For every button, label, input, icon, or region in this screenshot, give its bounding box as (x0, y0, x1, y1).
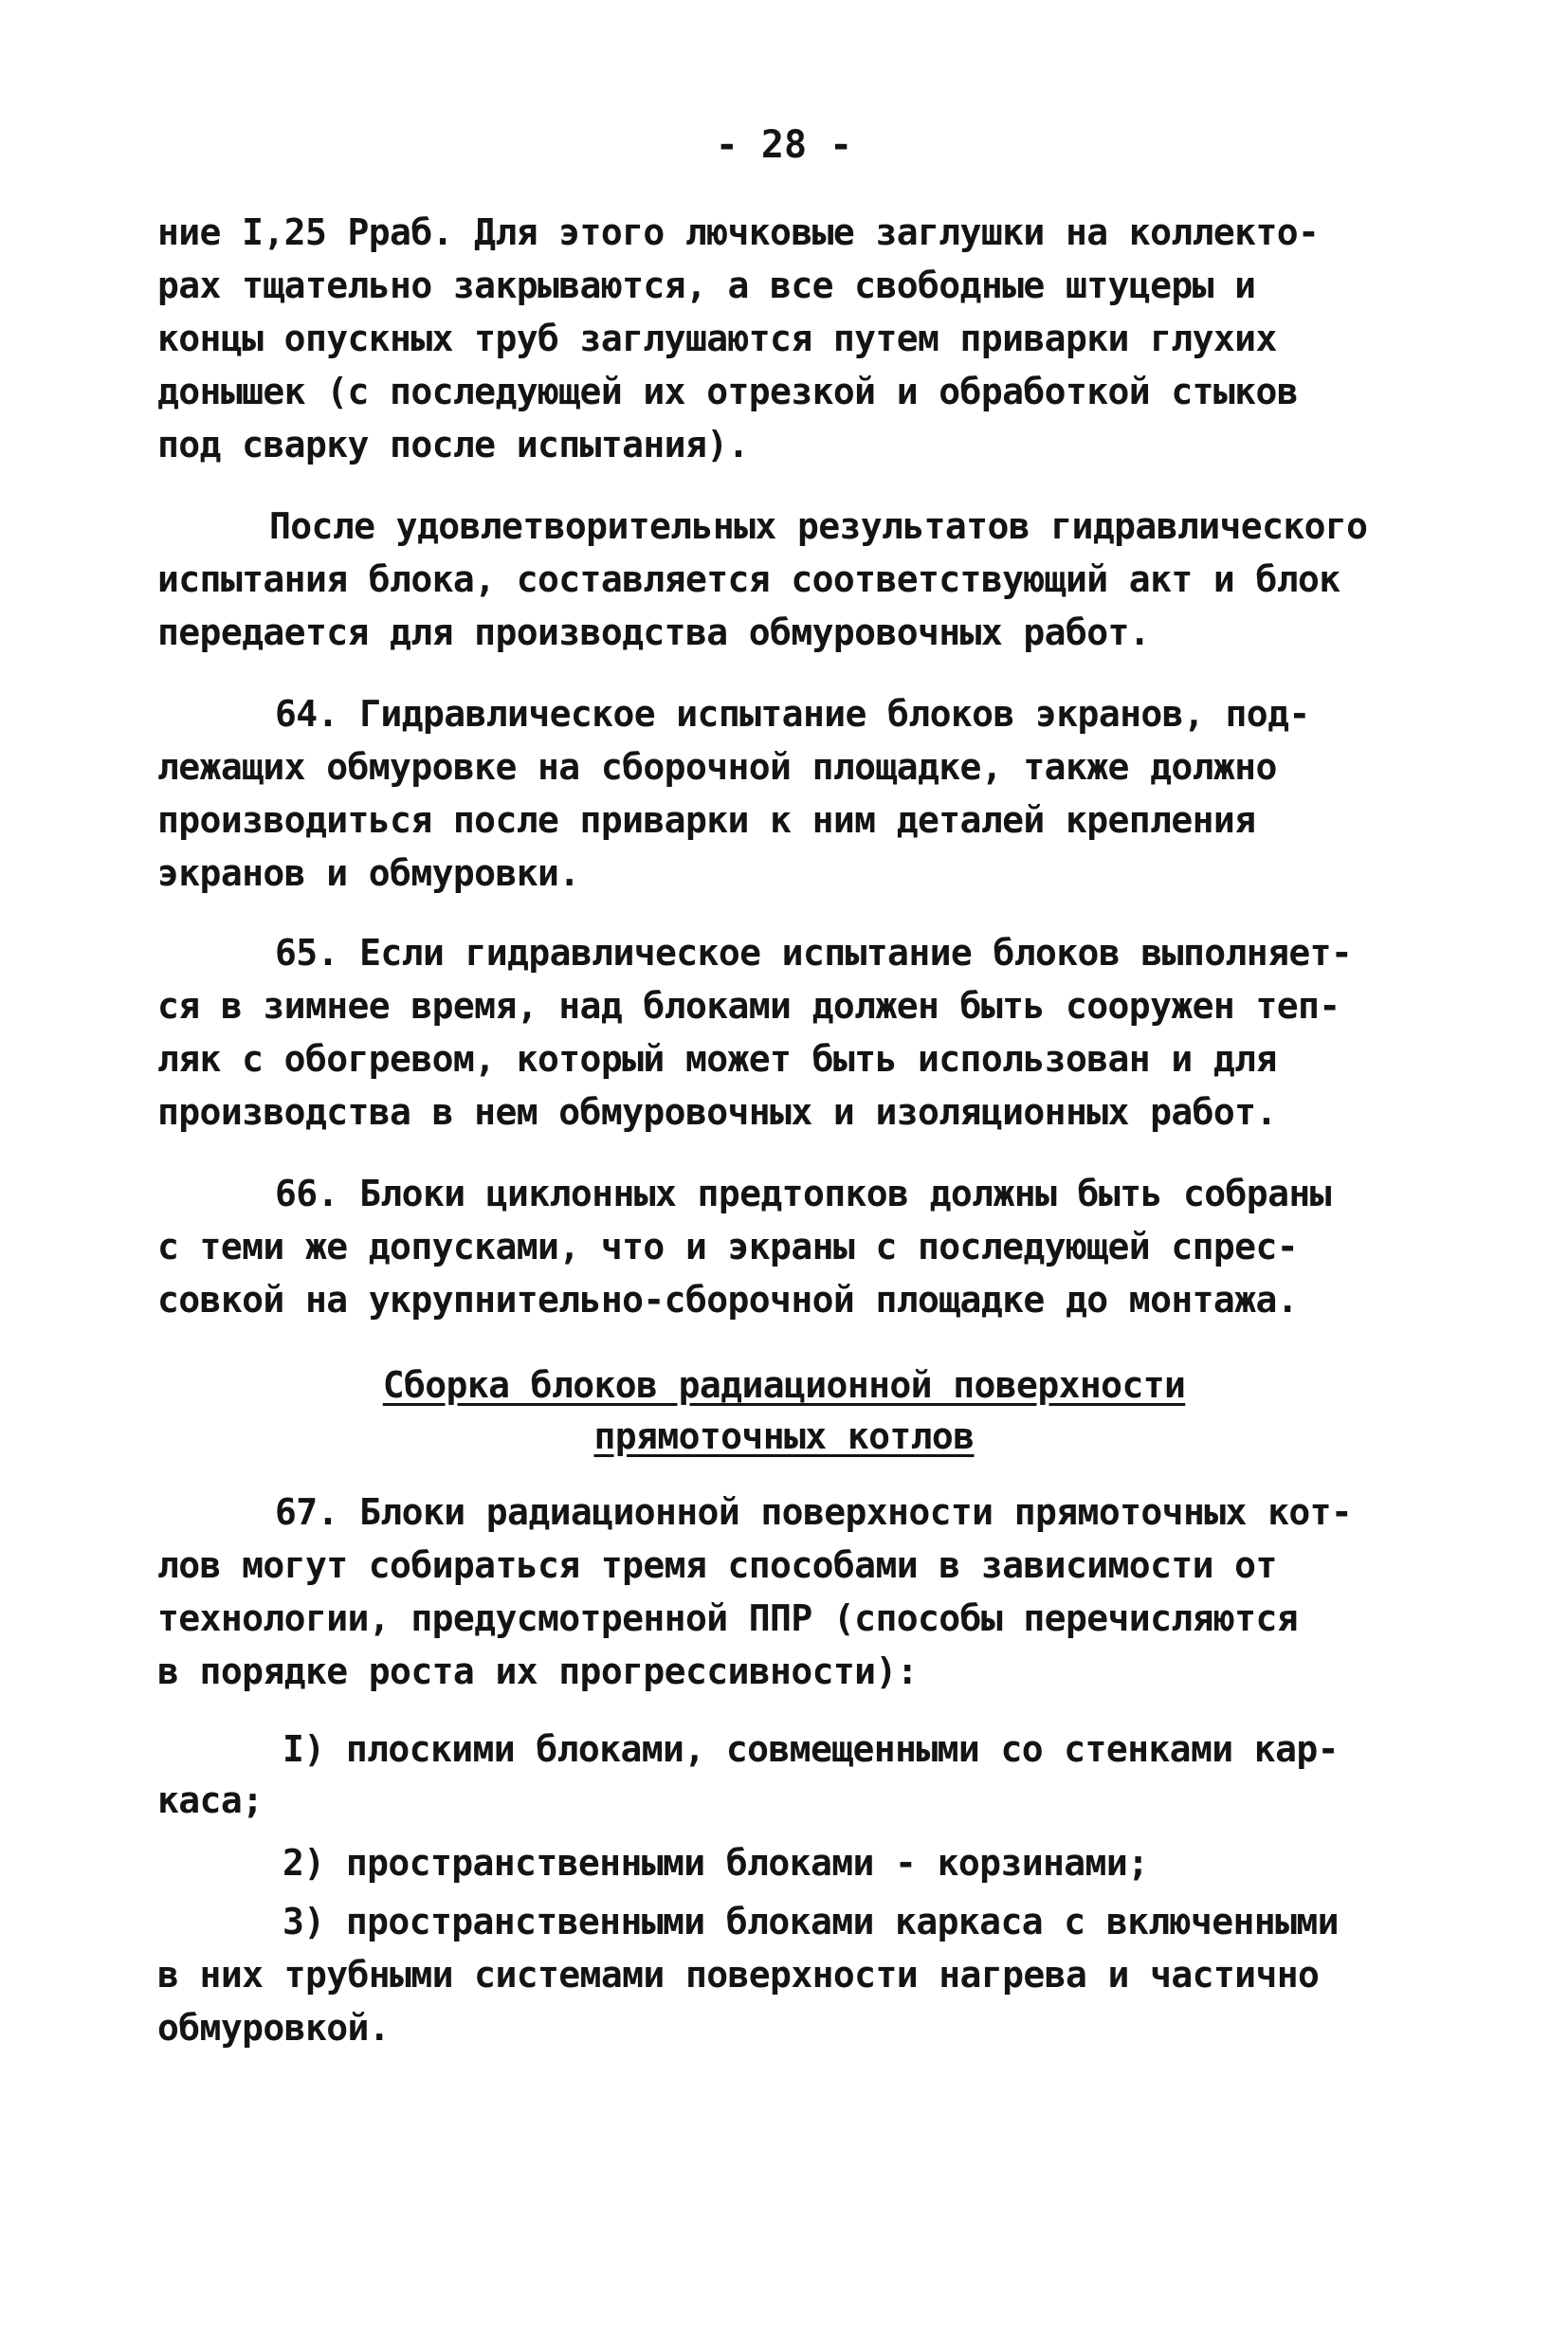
paragraph-line: технологии, предусмотренной ППР (способы перечисляются (157, 1597, 1299, 1639)
paragraph-line: совкой на укрупнительно-сборочной площадке до монтажа. (157, 1279, 1299, 1321)
paragraph-line: экранов и обмуровки. (157, 852, 580, 894)
paragraph-line: производства в нем обмуровочных и изоляционных работ. (157, 1091, 1277, 1133)
section-heading-line-1 (0, 1361, 1568, 1409)
paragraph-line: рах тщательно закрываются, а все свободные штуцеры и (157, 264, 1256, 306)
paragraph-line: с теми же допусками, что и экраны с последующей спрес- (157, 1226, 1299, 1267)
paragraph-line: передается для производства обмуровочных работ. (157, 611, 1151, 653)
paragraph-line: под сварку после испытания). (157, 424, 749, 465)
list-item-line: каса; (157, 1779, 264, 1821)
list-item-line: 2) пространственными блоками - корзинами; (283, 1842, 1149, 1884)
paragraph-line: испытания блока, составляется соответствующий акт и блок (157, 558, 1340, 600)
paragraph-line: лов могут собираться тремя способами в зависимости от (157, 1544, 1277, 1586)
page-number: - 28 - (715, 123, 853, 167)
paragraph-line: концы опускных труб заглушаются путем приварки глухих (157, 318, 1277, 359)
section-heading-text: прямоточных котлов (593, 1415, 975, 1457)
paragraph-line: лежащих обмуровке на сборочной площадке, также должно (157, 746, 1277, 788)
paragraph-line: 64. Гидравлическое испытание блоков экранов, под- (275, 693, 1310, 735)
section-heading-line-2 (0, 1413, 1568, 1460)
list-item-line: I) плоскими блоками, совмещенными со стенками кар- (283, 1728, 1339, 1770)
paragraph-line: производиться после приварки к ним деталей крепления (157, 799, 1256, 841)
list-item-line: 3) пространственными блоками каркаса с включенными (283, 1901, 1339, 1942)
list-item-line: обмуровкой. (157, 2007, 391, 2049)
list-item-line: в них трубными системами поверхности нагрева и частично (157, 1954, 1320, 1996)
paragraph-line: 65. Если гидравлическое испытание блоков выполняет- (275, 932, 1353, 974)
paragraph-line: в порядке роста их прогрессивности): (157, 1650, 919, 1692)
paragraph-line: ся в зимнее время, над блоками должен быть сооружен теп- (157, 985, 1340, 1027)
paragraph-line: 67. Блоки радиационной поверхности прямоточных кот- (275, 1491, 1353, 1533)
paragraph-line: донышек (с последующей их отрезкой и обработкой стыков (157, 371, 1299, 412)
paragraph-line: ляк с обогревом, который может быть использован и для (157, 1038, 1277, 1080)
paragraph-line: ние I,25 Рраб. Для этого лючковые заглушки на коллекто- (157, 211, 1320, 253)
paragraph-line: 66. Блоки циклонных предтопков должны быть собраны (275, 1173, 1331, 1214)
paragraph-line: После удовлетворительных результатов гидравлического (269, 505, 1368, 547)
section-heading-text: Сборка блоков радиационной поверхности (382, 1364, 1186, 1406)
